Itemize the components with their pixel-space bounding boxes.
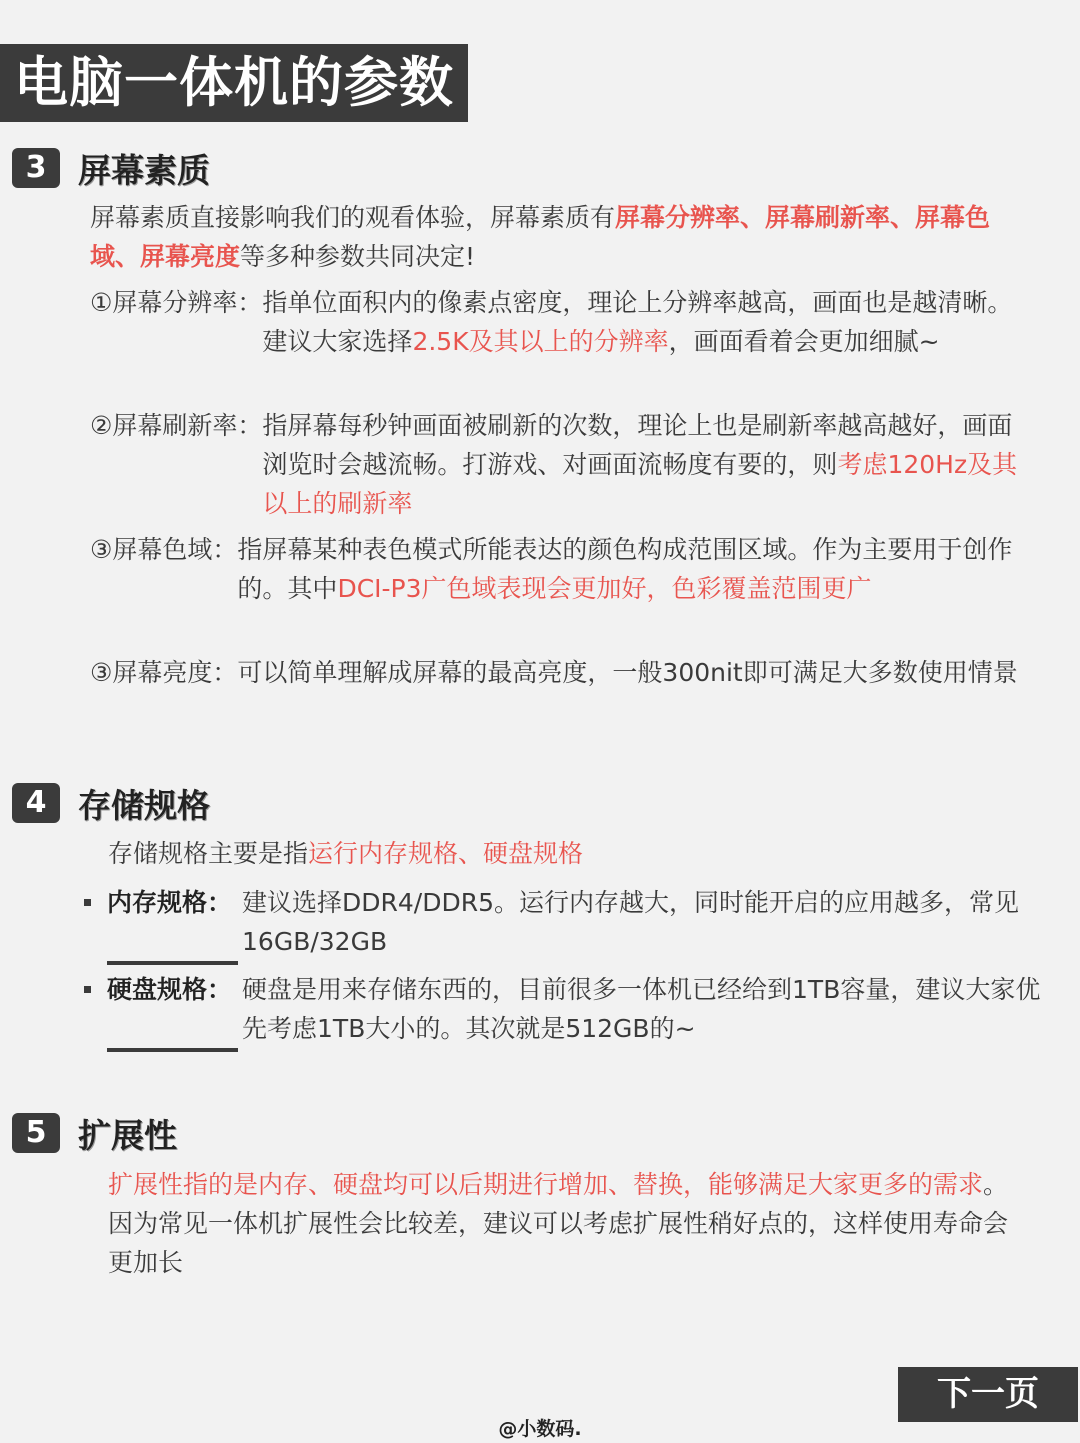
page-title: 电脑一体机的参数 [0, 44, 468, 122]
section-3-intro [90, 198, 1020, 276]
intro-highlight: 运行内存规格、硬盘规格 [308, 839, 584, 868]
next-page-button[interactable]: 下一页 [898, 1367, 1078, 1422]
section-5-header [12, 1111, 177, 1155]
section-number-badge: 5 [12, 1113, 60, 1153]
bullet-label: 硬盘规格： [107, 970, 232, 1048]
list-item [90, 653, 1020, 692]
section-number-badge: 4 [12, 783, 60, 823]
item-text-part: 指单位面积内的像素点密度，理论上分辨率越高，画面也是越清晰。建议大家选择 [262, 288, 1013, 356]
item-text [262, 283, 1020, 361]
author-watermark: @小数码. [498, 1418, 582, 1440]
section-5-body [108, 1165, 1030, 1282]
list-item [90, 406, 1020, 523]
item-label: ③屏幕亮度： [90, 658, 238, 687]
bullet-icon [84, 899, 91, 906]
item-text-part: ，画面看着会更加细腻~ [668, 327, 940, 356]
intro-text: 存储规格主要是指 [108, 839, 309, 868]
section-number-badge: 3 [12, 148, 60, 188]
bullet-item [84, 970, 1050, 1048]
bullet-label: 内存规格： [107, 883, 232, 961]
item-label: ②屏幕刷新率： [90, 411, 263, 440]
body-highlight: 扩展性指的是内存、硬盘均可以后期进行增加、替换，能够满足大家更多的需求 [108, 1170, 984, 1199]
bullet-icon [84, 986, 91, 993]
bullet-text: 建议选择DDR4/DDR5。运行内存越大，同时能开启的应用越多，常见16GB/32GB [242, 888, 1019, 956]
item-label: ①屏幕分辨率： [90, 288, 263, 317]
list-item [90, 283, 1020, 361]
section-4-intro [108, 834, 1008, 873]
section-title: 存储规格 [78, 785, 210, 825]
item-text-part: 指屏幕某种表色模式所能表达的颜色构成范围区域。作为主要用于创作的。其中 [237, 535, 1013, 603]
item-highlight: 2.5K及其以上的分辨率 [412, 327, 669, 356]
intro-highlight: 屏幕分辨率、屏幕刷新率、屏幕色域、屏幕亮度 [90, 203, 991, 271]
bullet-text: 硬盘是用来存储东西的，目前很多一体机已经给到1TB容量，建议大家优先考虑1TB大小的。其次就是512GB的~ [242, 975, 1041, 1043]
body-text: 。因为常见一体机扩展性会比较差，建议可以考虑扩展性稍好点的，这样使用寿命会更加长 [108, 1170, 1009, 1277]
section-title: 扩展性 [78, 1115, 177, 1155]
item-text-part: 指屏幕每秒钟画面被刷新的次数，理论上也是刷新率越高越好，画面浏览时会越流畅。打游戏、对画面流畅度有要的，则 [262, 411, 1013, 479]
item-highlight: DCI-P3广色域表现会更加好，色彩覆盖范围更广 [337, 574, 872, 603]
intro-text: 屏幕素质直接影响我们的观看体验，屏幕素质有 [90, 203, 616, 232]
section-title: 屏幕素质 [78, 150, 210, 190]
item-text-part: 可以简单理解成屏幕的最高亮度，一般300nit即可满足大多数使用情景 [237, 658, 1018, 687]
bullet-item [84, 883, 1050, 961]
section-4-header [12, 781, 210, 825]
section-3-header [12, 146, 210, 190]
item-highlight: 考虑120Hz及其以上的刷新率 [262, 450, 1018, 518]
intro-text-end: 等多种参数共同决定! [240, 242, 476, 271]
item-label: ③屏幕色域： [90, 535, 238, 564]
item-text [237, 653, 1020, 692]
list-item [90, 530, 1020, 608]
item-text [262, 406, 1020, 523]
item-text [237, 530, 1020, 608]
